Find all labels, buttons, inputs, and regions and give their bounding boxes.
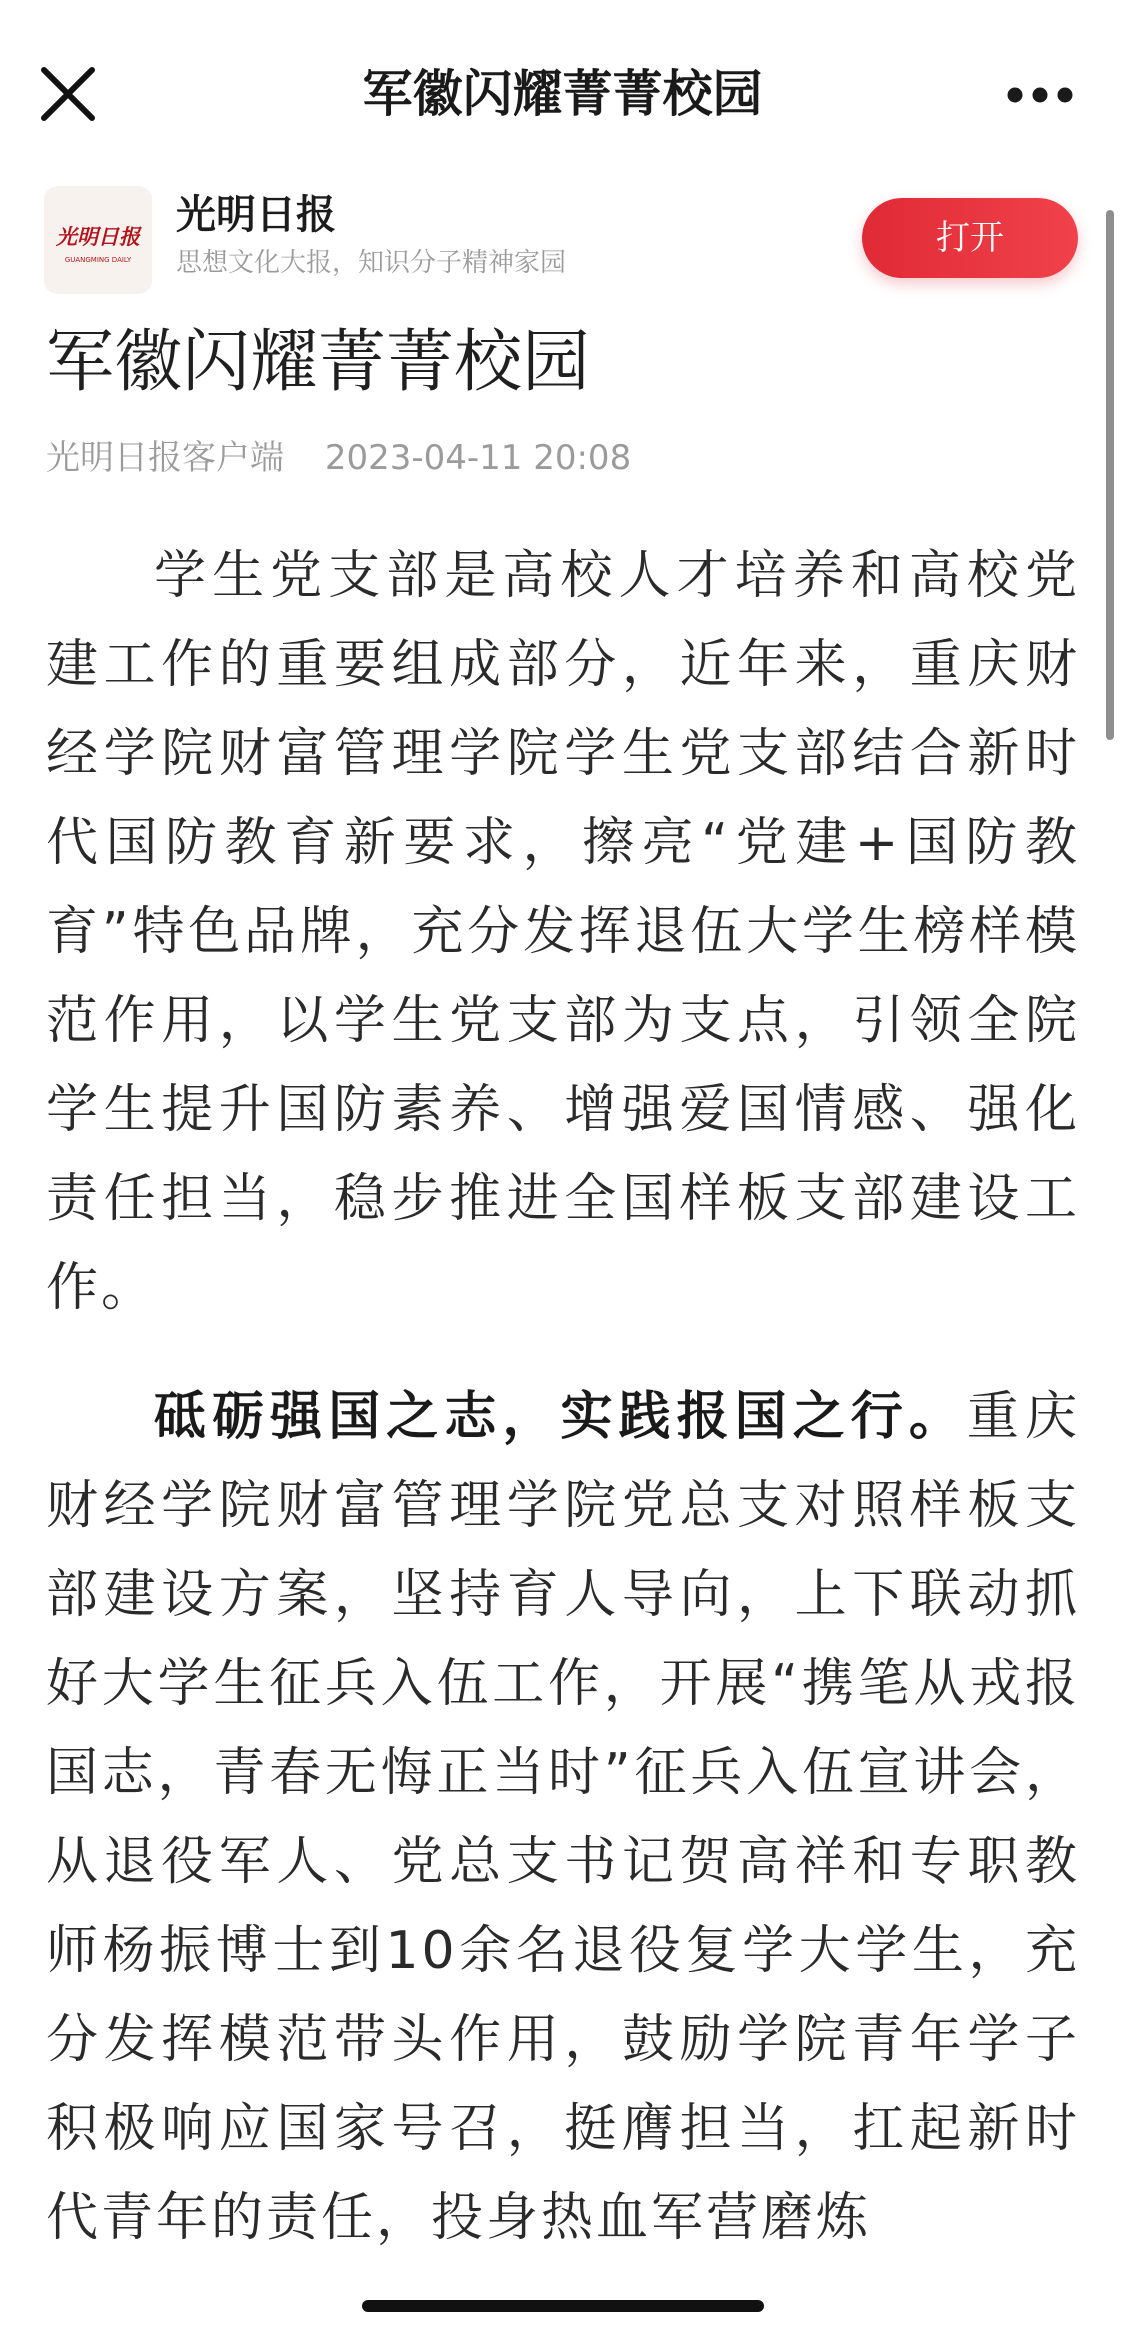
top-nav-bar	[0, 0, 1125, 180]
paragraph-text: 学生党支部是高校人才培养和高校党建工作的重要组成部分，近年来，重庆财经学院财富管理学院学生党支部结合新时代国防教育新要求，擦亮“党建+国防教育”特色品牌，充分发挥退伍大学生榜样模范作用，以学生党支部为支点，引领全院学生提升国防素养、增强爱国情感、强化责任担当，稳步推进全国样板支部建设工作。	[46, 546, 1080, 1318]
open-app-button[interactable]: 打开	[862, 198, 1078, 278]
article-source: 光明日报客户端	[46, 438, 284, 478]
article-datetime: 2023-04-11 20:08	[324, 438, 632, 478]
more-horizontal-icon	[1005, 78, 1075, 112]
paragraph-text: 重庆财经学院财富管理学院党总支对照样板支部建设方案，坚持育人导向，上下联动抓好大学生征兵入伍工作，开展“携笔从戎报国志，青春无悔正当时”征兵入伍宣讲会，从退役军人、党总支书记贺高祥和专职教师杨振博士到10余名退役复学大学生，充分发挥模范带头作用，鼓励学院青年学子积极响应国家号召，挺膺担当，扛起新时代青年的责任，投身热血军营磨炼	[46, 1387, 1080, 2248]
home-indicator	[362, 2300, 764, 2312]
publisher-slogan: 思想文化大报，知识分子精神家园	[176, 248, 567, 278]
article-title: 军徽闪耀菁菁校园	[46, 323, 591, 402]
scrollbar[interactable]	[1106, 210, 1114, 740]
article-paragraph	[46, 1373, 1080, 2263]
article-body	[46, 532, 1080, 2263]
guangming-daily-logo-icon	[44, 186, 152, 294]
nav-title: 军徽闪耀菁菁校园	[362, 65, 763, 123]
svg-text:GUANGMING DAILY: GUANGMING DAILY	[64, 256, 132, 264]
article-meta	[46, 436, 1080, 480]
article	[46, 318, 1080, 2303]
close-button[interactable]	[36, 62, 100, 126]
paragraph-lead: 砥砺强国之志，实践报国之行。	[154, 1387, 967, 1447]
article-paragraph	[46, 532, 1080, 1333]
publisher-bar	[0, 180, 1125, 300]
close-icon	[36, 62, 100, 126]
svg-text:光明日报: 光明日报	[56, 224, 140, 249]
more-button[interactable]	[1005, 78, 1075, 112]
publisher-name: 光明日报	[176, 191, 336, 238]
